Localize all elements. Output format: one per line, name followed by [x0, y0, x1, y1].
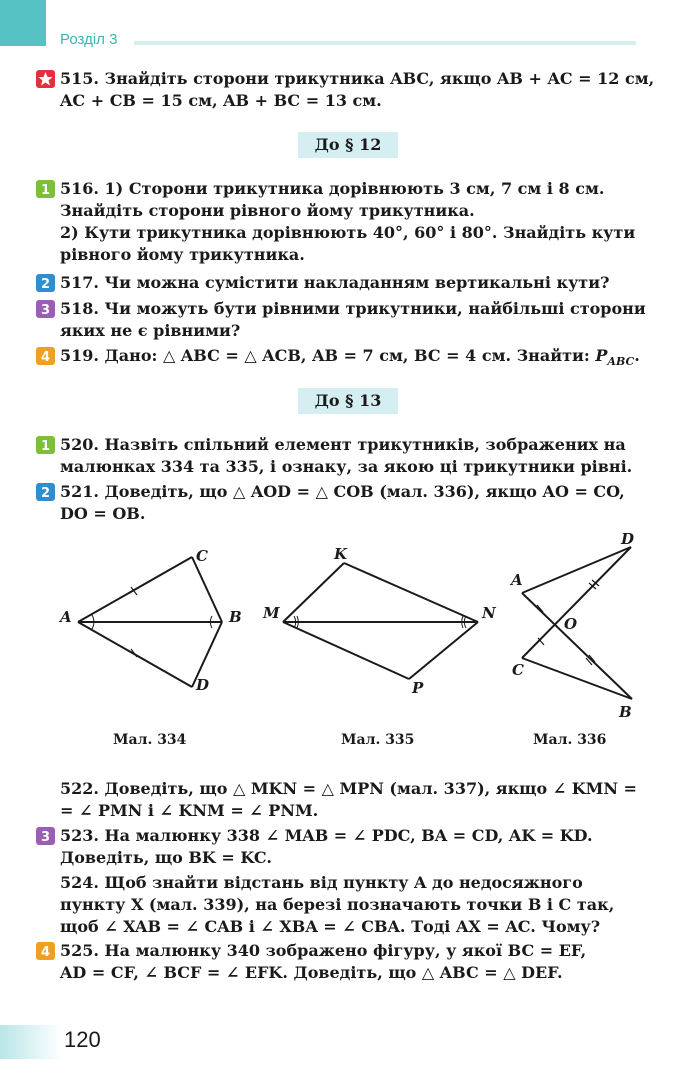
problem-525-line2: AD = CF, ∠ BCF = ∠ EFK. Доведіть, що △ ABC = △ DEF.: [60, 963, 563, 982]
problem-515-line1: 515. Знайдіть сторони трикутника ABC, якщо AB + AC = 12 см,: [60, 69, 655, 88]
badge-number: 4: [40, 945, 51, 960]
level-4-badge-icon: [36, 347, 55, 365]
problem-520-line1: 520. Назвіть спільний елемент трикутників, зображених на: [60, 435, 626, 454]
level-3-badge-icon: [36, 300, 55, 318]
section-heading-13: До § 13: [298, 388, 398, 414]
problem-523: [36, 825, 636, 869]
problem-517-line1: 517. Чи можна сумістити накладанням вертикальні кути?: [60, 273, 610, 292]
level-2-badge-icon: [36, 274, 55, 292]
header-rule: [134, 41, 636, 45]
section-label: Розділ 3: [60, 31, 118, 48]
label-D: D: [196, 676, 210, 694]
perimeter-subscript: ABC: [607, 355, 635, 369]
badge-number: 3: [40, 303, 51, 318]
problem-521-line2: DO = OB.: [60, 504, 146, 523]
label-D: D: [621, 530, 635, 548]
problem-518-line1: 518. Чи можуть бути рівними трикутники, найбільші сторони: [60, 299, 646, 318]
badge-number: 1: [40, 439, 51, 454]
problem-516-line2: Знайдіть сторони рівного йому трикутника.: [60, 201, 475, 220]
problem-516-line1: 516. 1) Сторони трикутника дорівнюють 3 см, 7 см і 8 см.: [60, 179, 605, 198]
problem-521: [36, 481, 636, 525]
label-B: B: [229, 608, 242, 626]
problem-519-text: 519. Дано: △ ABC = △ ACB, AB = 7 см, BC = 4 см. Знайти:: [60, 346, 590, 365]
problem-516: [36, 178, 636, 266]
header-color-block: [0, 0, 46, 46]
page-number-background: [0, 1025, 62, 1059]
problem-516-line4: рівного йому трикутника.: [60, 245, 305, 264]
label-N: N: [482, 604, 496, 622]
caption-335: Мал. 335: [341, 732, 415, 748]
level-1-badge-icon: [36, 180, 55, 198]
label-P: P: [412, 679, 424, 697]
page-number: 120: [64, 1027, 101, 1052]
problem-515: [36, 68, 655, 112]
problem-525-line1: 525. На малюнку 340 зображено фігуру, у якої BC = EF,: [60, 941, 587, 960]
problem-522: [36, 778, 636, 822]
level-1-badge-icon: [36, 436, 55, 454]
problem-520: [36, 434, 636, 478]
badge-number: 3: [40, 830, 51, 845]
problem-524-line1: 524. Щоб знайти відстань від пункту A до недосяжного: [60, 873, 583, 892]
problem-516-line3: 2) Кути трикутника дорівнюють 40°, 60° і 80°. Знайдіть кути: [60, 223, 636, 242]
badge-number: 4: [40, 350, 51, 365]
label-C: C: [196, 547, 208, 565]
problem-525: [36, 940, 636, 984]
problem-523-line2: Доведіть, що BK = KC.: [60, 848, 272, 867]
problem-522-line1: 522. Доведіть, що △ MKN = △ MPN (мал. 337), якщо ∠ KMN =: [60, 779, 637, 798]
label-A: A: [511, 571, 523, 589]
label-C: C: [512, 661, 524, 679]
problem-518: [36, 298, 646, 342]
perimeter-symbol: P: [595, 346, 608, 365]
badge-number: 1: [40, 183, 51, 198]
period: .: [634, 346, 640, 365]
problem-524: [36, 872, 636, 938]
level-3-badge-icon: [36, 827, 55, 845]
problem-524-line3: щоб ∠ XAB = ∠ CAB і ∠ XBA = ∠ CBA. Тоді AX = AC. Чому?: [60, 917, 601, 936]
problem-524-line2: пункту X (мал. 339), на березі позначають точки B і C так,: [60, 895, 615, 914]
problem-517: [36, 272, 636, 294]
problem-521-line1: 521. Доведіть, що △ AOD = △ COB (мал. 336), якщо AO = CO,: [60, 482, 625, 501]
badge-number: 2: [40, 277, 51, 292]
label-M: M: [263, 604, 280, 622]
problem-515-line2: AC + CB = 15 см, AB + BC = 13 см.: [60, 91, 382, 110]
problem-519-line1: [36, 345, 640, 373]
label-A: A: [60, 608, 72, 626]
label-B: B: [619, 703, 632, 721]
label-K: K: [334, 545, 348, 563]
problem-520-line2: малюнках 334 та 335, і ознаку, за якою ці трикутники рівні.: [60, 457, 633, 476]
problem-518-line2: яких не є рівними?: [60, 321, 241, 340]
caption-334: Мал. 334: [113, 732, 187, 748]
figures-334-336: [0, 525, 700, 730]
level-2-badge-icon: [36, 483, 55, 501]
problem-523-line1: 523. На малюнку 338 ∠ MAB = ∠ PDC, BA = CD, AK = KD.: [60, 826, 593, 845]
problem-519: [36, 345, 640, 373]
section-heading-12: До § 12: [298, 132, 398, 158]
caption-336: Мал. 336: [533, 732, 607, 748]
problem-522-line2: = ∠ PMN і ∠ KNM = ∠ PNM.: [60, 801, 319, 820]
badge-number: 2: [40, 486, 51, 501]
level-4-badge-icon: [36, 942, 55, 960]
label-O: O: [564, 615, 578, 633]
star-icon: [36, 70, 55, 88]
figure-334: [78, 557, 222, 687]
figure-335: [283, 563, 478, 679]
